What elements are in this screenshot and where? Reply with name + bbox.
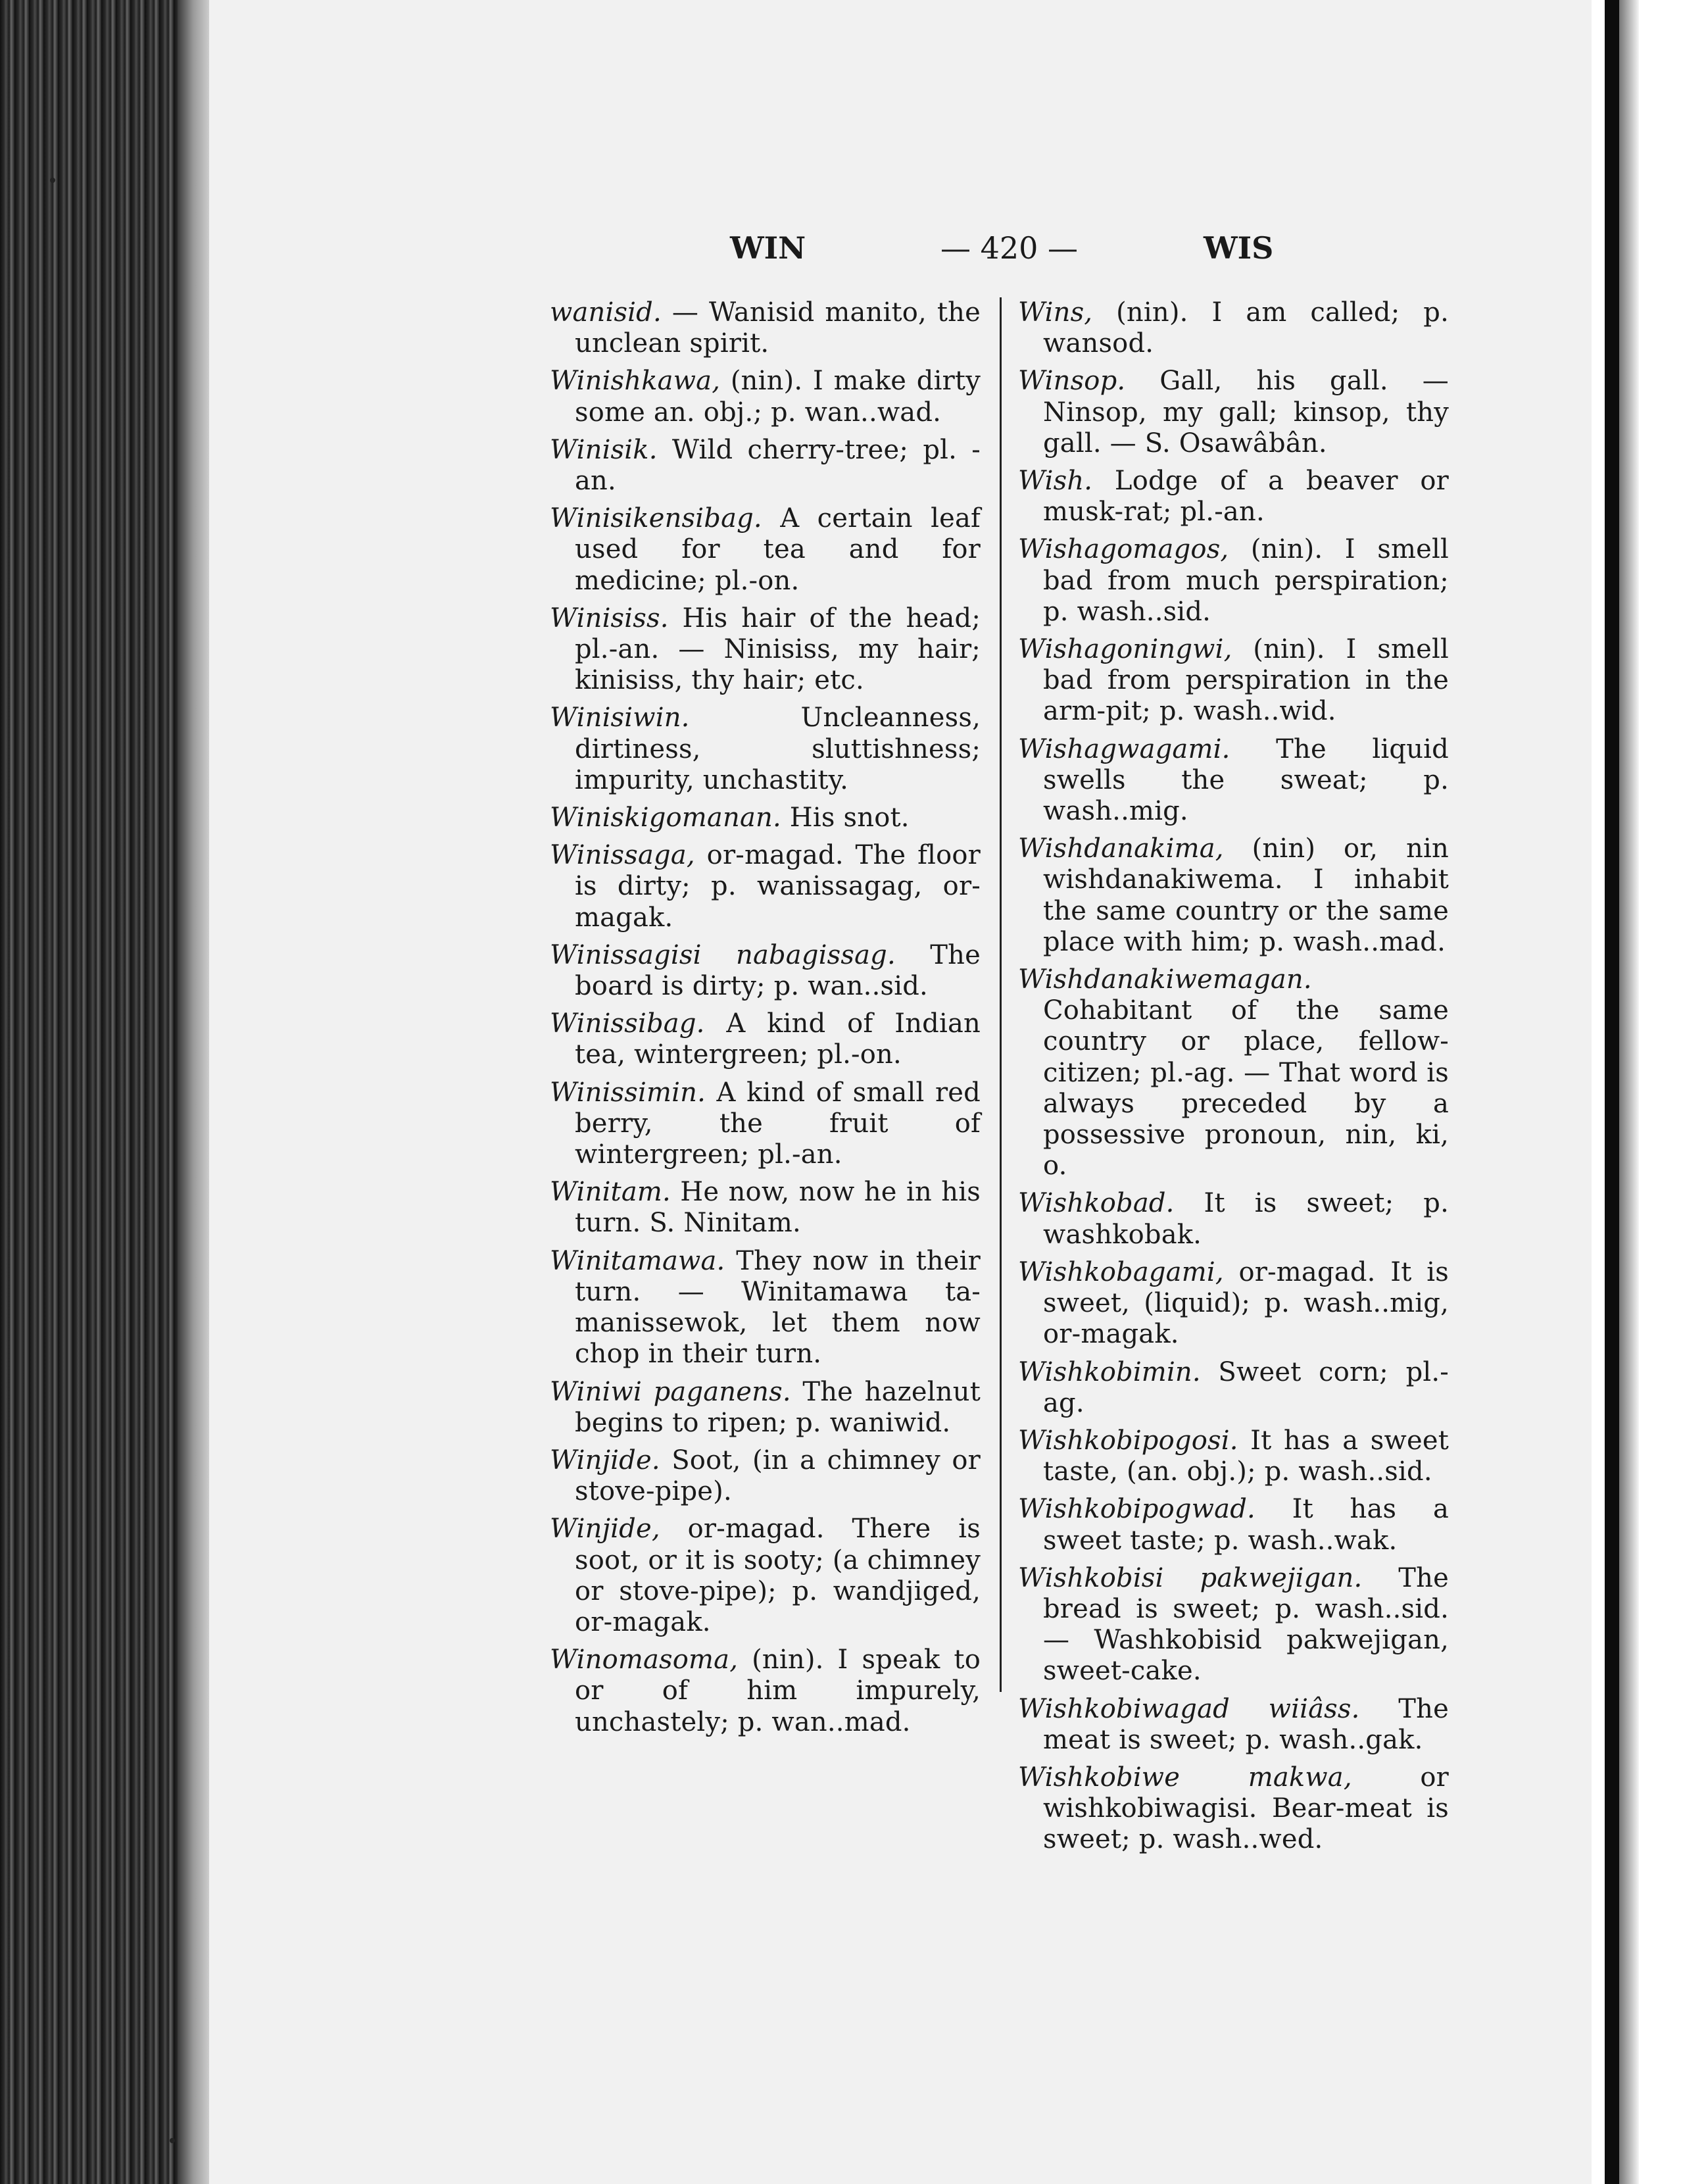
dictionary-entry: [550, 1445, 981, 1507]
entry-definition: The liquid swells the sweat; p. wash..mig.: [1043, 733, 1449, 827]
entry-definition: or-magad. It is sweet, (liquid); p. wash..mig, or-magak.: [1043, 1256, 1449, 1350]
entry-headword: Wishkobagami,: [1018, 1256, 1224, 1287]
entry-headword: Wishkobimin.: [1018, 1356, 1201, 1387]
entry-definition: The meat is sweet; p. wash..gak.: [1043, 1693, 1449, 1755]
dictionary-entry: [550, 503, 981, 597]
dictionary-entry: [550, 803, 981, 833]
dictionary-entry: [1018, 1257, 1449, 1351]
entry-definition: Soot, (in a chimney or stove-pipe).: [575, 1445, 981, 1507]
entry-definition: The bread is sweet; p. wash..sid. — Washkobisid pakwejigan, sweet-cake.: [1043, 1562, 1449, 1687]
dictionary-entry: [550, 435, 981, 497]
entry-headword: Wins,: [1018, 297, 1093, 328]
entry-headword: Winitam.: [550, 1177, 671, 1208]
dictionary-entry: [1018, 297, 1449, 359]
entry-headword: Wishdanakiwemagan.: [1018, 964, 1312, 995]
entry-headword: Winiskigomanan.: [550, 803, 781, 833]
right-column: [1018, 297, 1449, 1855]
dictionary-entry: [1018, 1494, 1449, 1556]
book-binding: [0, 0, 197, 2184]
dictionary-entry: [1018, 833, 1449, 958]
dictionary-entry: [1018, 1188, 1449, 1250]
entry-headword: Winjide.: [550, 1445, 660, 1476]
right-edge-shade: [1619, 0, 1639, 2184]
scan-speck: [50, 178, 55, 183]
entry-definition: or-magad. There is soot, or it is sooty; (a chimney or stove-pipe); p. wandjiged, or-magak.: [575, 1514, 981, 1637]
entry-headword: Winsop.: [1018, 366, 1126, 397]
entry-definition: They now in their turn. — Winitamawa ta-manissewok, let them now chop in their turn.: [575, 1245, 981, 1370]
dictionary-entry: [1018, 534, 1449, 628]
dictionary-entry: [550, 297, 981, 359]
entry-definition: The hazelnut begins to ripen; p. waniwid.: [575, 1376, 981, 1438]
entry-definition: It is sweet; p. washkobak.: [1043, 1188, 1449, 1250]
dictionary-entry: [550, 1078, 981, 1171]
entry-headword: Winisiwin.: [550, 703, 690, 733]
entry-definition: The board is dirty; p. wan..sid.: [575, 939, 981, 1002]
entry-headword: Winissibag.: [550, 1008, 705, 1039]
entry-definition: He now, now he in his turn. S. Ninitam.: [575, 1177, 981, 1239]
dictionary-entry: [1018, 734, 1449, 828]
entry-headword: Wishagwagami.: [1018, 733, 1230, 764]
entry-headword: Winisiss.: [550, 603, 669, 633]
dictionary-entry: [550, 703, 981, 796]
header-left-guide-word: WIN: [730, 230, 806, 266]
entry-definition: Uncleanness, dirtiness, sluttishness; impurity, unchastity.: [575, 703, 981, 795]
dictionary-entry: [1018, 634, 1449, 728]
entry-definition: Wild cherry-tree; pl. -an.: [575, 434, 981, 497]
entry-headword: Winiwi paganens.: [550, 1376, 791, 1407]
entry-headword: Wishkobiwe makwa,: [1018, 1762, 1352, 1793]
dictionary-entry: [550, 1514, 981, 1638]
entry-definition: It has a sweet taste; p. wash..wak.: [1043, 1494, 1449, 1556]
entry-headword: Winissimin.: [550, 1077, 706, 1108]
entry-definition: Cohabitant of the same country or place, fellow-citizen; pl.-ag. — That word is always preceded by a possessive pronoun, nin, ki, o.: [1043, 995, 1449, 1181]
header-right-guide-word: WIS: [1204, 230, 1274, 266]
entry-definition: Sweet corn; pl.-ag.: [1043, 1356, 1449, 1418]
column-divider: [1000, 297, 1002, 1692]
entry-headword: Wishkobipogosi.: [1018, 1425, 1238, 1456]
scan-speck: [170, 2138, 175, 2143]
entry-headword: Wishagoningwi,: [1018, 634, 1232, 665]
entry-definition: (nin) or, nin wishdanakiwema. I inhabit the same country or the same place with him; p. wash..mad.: [1043, 833, 1449, 957]
dictionary-entry: [550, 840, 981, 933]
entry-headword: Winissagisi nabagissag.: [550, 939, 896, 970]
entry-headword: Winitamawa.: [550, 1245, 725, 1276]
dictionary-entry: [1018, 366, 1449, 459]
entry-headword: Wish.: [1018, 466, 1093, 497]
dictionary-entry: [1018, 466, 1449, 528]
dictionary-entry: [1018, 1357, 1449, 1419]
entry-definition: or wishkobiwagisi. Bear-meat is sweet; p. wash..wed.: [1043, 1762, 1449, 1855]
entry-headword: Winjide,: [550, 1514, 660, 1545]
right-page-edge: [1592, 0, 1681, 2184]
dictionary-entry: [550, 603, 981, 697]
entry-definition: — Wanisid manito, the unclean spirit.: [575, 297, 981, 359]
entry-definition: A kind of Indian tea, wintergreen; pl.-on.: [575, 1008, 981, 1070]
dictionary-entry: [550, 940, 981, 1002]
dictionary-entry: [1018, 1426, 1449, 1487]
entry-definition: His hair of the head; pl.-an. — Ninisiss, my hair; kinisiss, thy hair; etc.: [575, 603, 981, 696]
entry-headword: wanisid.: [550, 297, 662, 328]
dictionary-entry: [550, 1008, 981, 1070]
right-edge-bar: [1605, 0, 1619, 2184]
entry-definition: It has a sweet taste, (an. obj.); p. wash..sid.: [1043, 1425, 1449, 1487]
entry-definition: (nin). I speak to or of him impurely, unchastely; p. wan..mad.: [575, 1645, 981, 1737]
dictionary-entry: [550, 1645, 981, 1738]
dictionary-entry: [1018, 1563, 1449, 1687]
entry-headword: Winishkawa,: [550, 366, 721, 397]
entry-headword: Winisikensibag.: [550, 503, 762, 534]
entry-definition: Gall, his gall. — Ninsop, my gall; kinsop, thy gall. — S. Osawâbân.: [1043, 366, 1449, 459]
entry-headword: Wishdanakima,: [1018, 833, 1224, 864]
entry-definition: (nin). I am called; p. wansod.: [1043, 297, 1449, 359]
dictionary-entry: [1018, 1694, 1449, 1756]
dictionary-entry: [1018, 1762, 1449, 1856]
entry-headword: Winisik.: [550, 434, 658, 465]
entry-definition: (nin). I smell bad from perspiration in the arm-pit; p. wash..wid.: [1043, 634, 1449, 727]
entry-headword: Wishkobiwagad wiiâss.: [1018, 1693, 1360, 1724]
entry-headword: Wishkobipogwad.: [1018, 1494, 1255, 1525]
running-header: [664, 230, 1315, 276]
entry-definition: His snot.: [781, 803, 910, 833]
dictionary-entry: [550, 366, 981, 428]
entry-definition: A certain leaf used for tea and for medicine; pl.-on.: [575, 503, 981, 596]
entry-definition: or-magad. The floor is dirty; p. wanissagag, or-magak.: [575, 840, 981, 933]
entry-headword: Winomasoma,: [550, 1645, 739, 1675]
entry-headword: Wishkobad.: [1018, 1188, 1175, 1219]
entry-headword: Wishagomagos,: [1018, 534, 1229, 565]
entry-definition: (nin). I make dirty some an. obj.; p. wan..wad.: [575, 366, 981, 428]
entry-definition: A kind of small red berry, the fruit of wintergreen; pl.-an.: [575, 1077, 981, 1170]
left-column: [550, 297, 981, 1737]
page-number: — 420 —: [940, 230, 1079, 266]
dictionary-entry: [550, 1177, 981, 1239]
entry-definition: (nin). I smell bad from much perspiration; p. wash..sid.: [1043, 534, 1449, 627]
entry-headword: Winissaga,: [550, 840, 695, 871]
dictionary-entry: [550, 1246, 981, 1370]
dictionary-entry: [550, 1377, 981, 1439]
dictionary-entry: [1018, 964, 1449, 1181]
entry-definition: Lodge of a beaver or musk-rat; pl.-an.: [1043, 466, 1449, 528]
entry-headword: Wishkobisi pakwejigan.: [1018, 1562, 1363, 1593]
